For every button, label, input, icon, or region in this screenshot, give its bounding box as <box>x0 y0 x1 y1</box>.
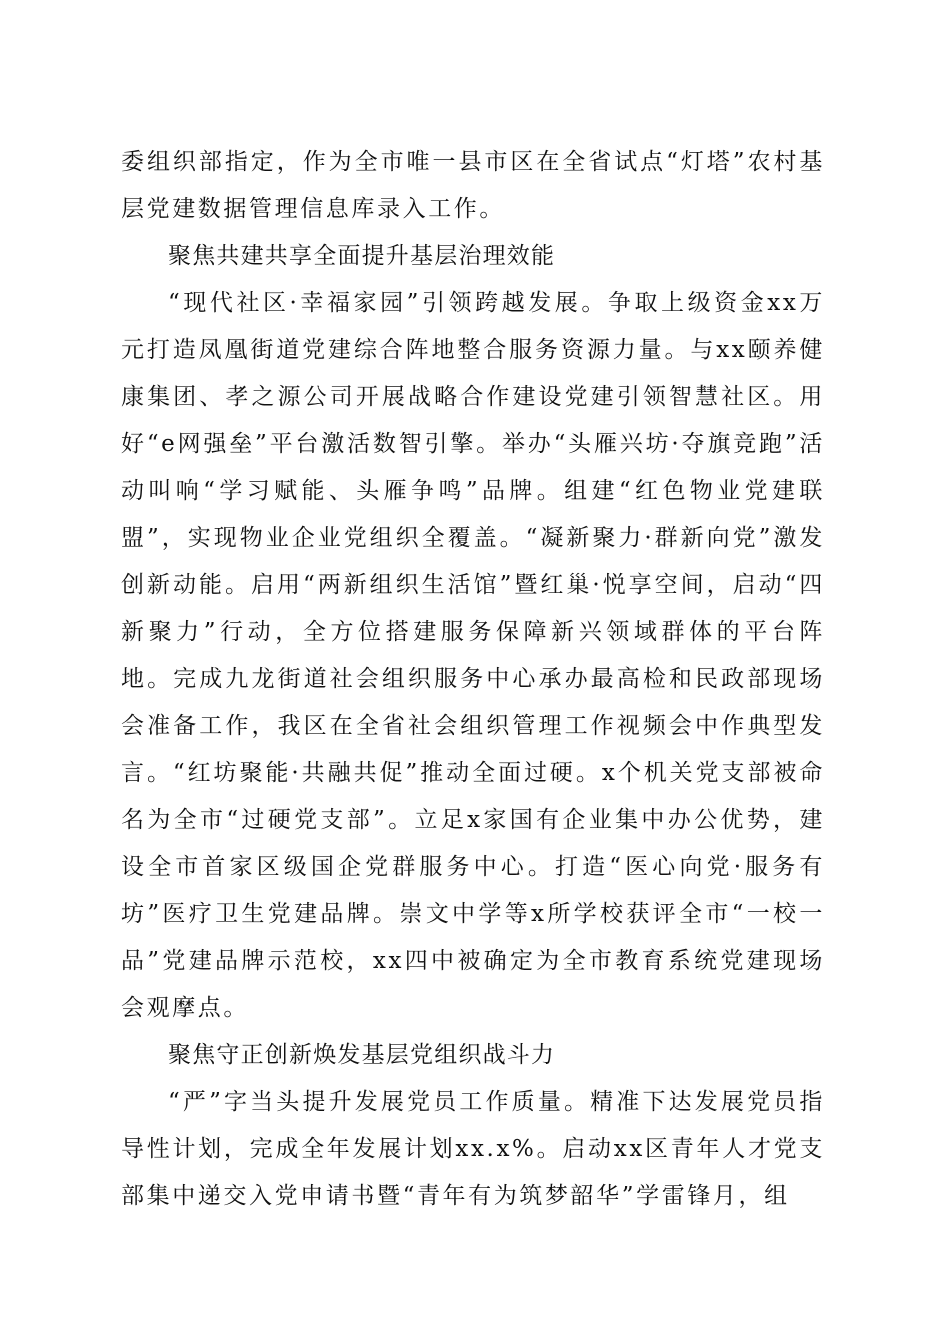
paragraph-continuation: 委组织部指定，作为全市唯一县市区在全省试点“灯塔”农村基层党建数据管理信息库录入工作。 <box>121 149 825 222</box>
section-heading-innovation: 聚焦守正创新焕发基层党组织战斗力 <box>168 1042 556 1068</box>
section-heading-governance: 聚焦共建共享全面提升基层治理效能 <box>168 243 556 269</box>
paragraph-governance-body: “现代社区·幸福家园”引领跨越发展。争取上级资金xx万元打造凤凰街道党建综合阵地整合服务资源力量。与xx颐养健康集团、孝之源公司开展战略合作建设党建引领智慧社区。用好“e网强垒”平台激活数智引擎。举办“头雁兴坊·夺旗竞跑”活动叫响“学习赋能、头雁争鸣”品牌。组建“红色物业党建联盟”，实现物业企业党组织全覆盖。“凝新聚力·群新向党”激发创新动能。启用“两新组织生活馆”暨红巢·悦享空间，启动“四新聚力”行动，全方位搭建服务保障新兴领域群体的平台阵地。完成九龙街道社会组织服务中心承办最高检和民政部现场会准备工作，我区在全省社会组织管理工作视频会中作典型发言。“红坊聚能·共融共促”推动全面过硬。x个机关党支部被命名为全市“过硬党支部”。立足x家国有企业集中办公优势，建设全市首家区级国企党群服务中心。打造“医心向党·服务有坊”医疗卫生党建品牌。崇文中学等x所学校获评全市“一校一品”党建品牌示范校，xx四中被确定为全市教育系统党建现场会观摩点。 <box>121 290 825 1021</box>
paragraph-innovation-body: “严”字当头提升发展党员工作质量。精准下达发展党员指导性计划，完成全年发展计划xx.x%。启动xx区青年人才党支部集中递交入党申请书暨“青年有为筑梦韶华”学雷锋月，组 <box>121 1089 825 1209</box>
document-body <box>121 139 825 1220</box>
